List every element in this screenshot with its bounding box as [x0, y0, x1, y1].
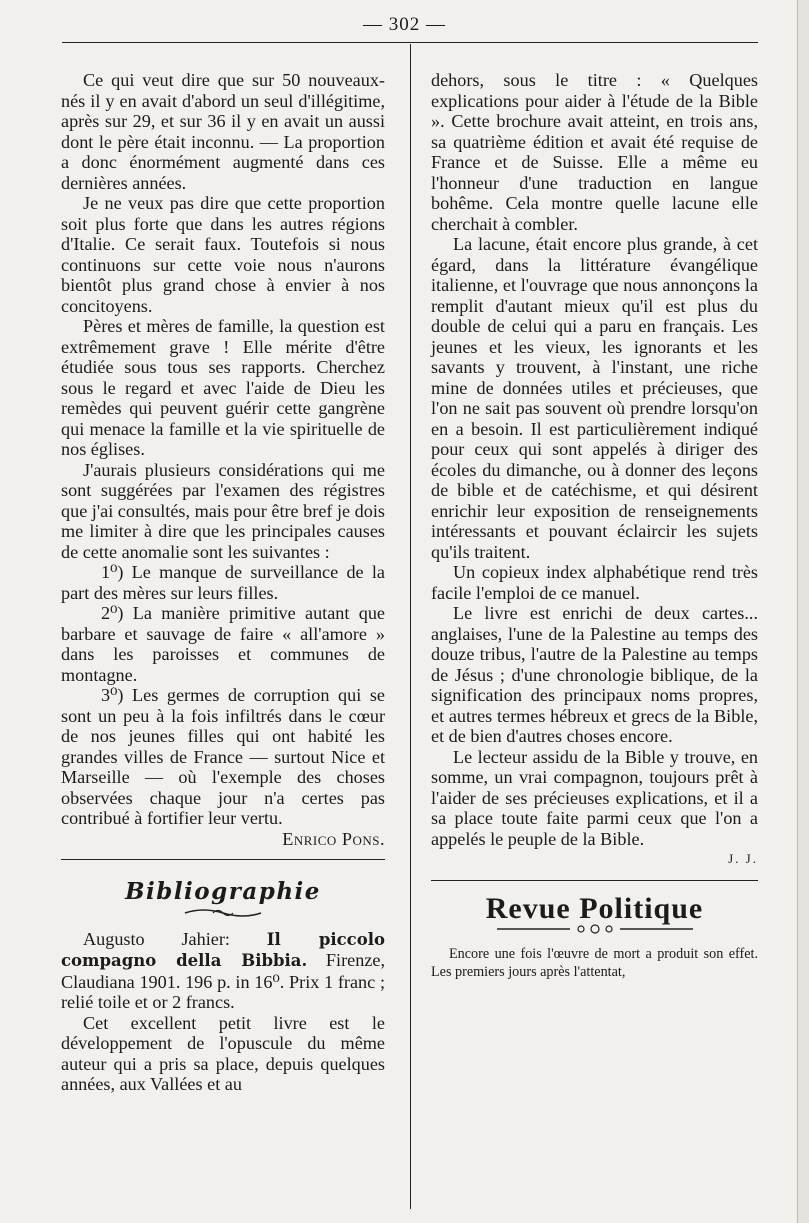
page-edge: [797, 0, 809, 1223]
section-rule: [61, 859, 385, 860]
cause-item: 3⁰) Les germes de corruption qui se sont un peu à la fois infiltrés dans le cœur de nos jeunes filles qui ont habité les grandes villes de France — surtout Nice et Marseille — où l'exemple des choses observées chaque jour n'a certes pas contribué à fortifier leur vertu.: [61, 685, 385, 828]
review-paragraph: dehors, sous le titre : « Quelques explications pour aider à l'étude de la Bible ». Cette brochure avait atteint, en trois ans, sa quatrième édition et avait été requise de France et de Suisse. Elle a même eu l'honneur d'une traduction en langue bohême. Cela montre quelle lacune elle cherchait à combler.: [431, 70, 758, 234]
right-column: [431, 70, 758, 981]
article-paragraph: J'aurais plusieurs considérations qui me sont suggérées par l'examen des régistres que j'ai consultés, mais pour être bref je dois me limiter à dire que les principales causes de cette anomalie sont les suivantes :: [61, 459, 385, 562]
column-divider: [410, 44, 411, 1209]
review-paragraph: Le livre est enrichi de deux cartes... anglaises, l'une de la Palestine au temps des douze tribus, l'autre de la Palestine au temps de Jésus ; d'une chronologie biblique, de la signification des principaux noms propres, et autres termes hébreux et grecs de la Bible, et de bien d'autres choses encore.: [431, 603, 758, 746]
left-column: [61, 70, 385, 1095]
ornament-rule: [495, 923, 695, 935]
header-rule: [62, 42, 758, 43]
book-title: Il piccolo compagno della Bibbia.: [61, 929, 385, 970]
review-paragraph: La lacune, était encore plus grande, à cet égard, dans la littérature évangélique italienne, et l'ouvrage que nous annonçons la remplit d'autant mieux qu'il est plus du double de celui qui a paru en français. Les jeunes et les vieux, les ignorants et les savants y trouvent, à l'instant, une riche mine de données utiles et précieuses, que l'on ne sait pas souvent où prendre lorsqu'on en a besoin. Il est particulièrement indiqué pour ceux qui sont appelés à diriger des écoles du dimanche, ou à donner des leçons de bible et de catéchisme, et qui désirent enrichir leur exposition de renseignements intéressants et pouvant éclaircir les sujets qu'ils traitent.: [431, 234, 758, 562]
cause-item: 2⁰) La manière primitive autant que barbare et sauvage de faire « all'amore » dans les paroisses et communes de montagne.: [61, 603, 385, 685]
book-details: Firenze, Claudiana 1901. 196 p. in 16⁰. Prix 1 franc ; relié toile et or 2 francs.: [61, 950, 385, 1012]
article-paragraph: Je ne veux pas dire que cette proportion soit plus forte que dans les autres régions d'Italie. Ce serait faux. Toutefois si nous continuons sur cette voie nous n'aurons bientôt plus grand chose à envier à nos concitoyens.: [61, 193, 385, 316]
article-paragraph: Ce qui veut dire que sur 50 nouveaux-nés il y en avait d'abord un seul d'illégitime, après sur 29, et sur 36 il y en avait un aussi dont le père était inconnu. — La proportion a donc énormément augmenté dans ces dernières années.: [61, 70, 385, 193]
revue-politique-heading: Revue Politique: [485, 891, 704, 925]
reviewer-initials: J. J.: [728, 851, 758, 866]
politique-text: [431, 945, 758, 981]
article-paragraph: Pères et mères de famille, la question est extrêmement grave ! Elle mérite d'être étudiée sous tous ses rapports. Cherchez sous le regard et avec l'aide de Dieu les remèdes qui peuvent guérir cette gangrène qui menace la famille et la vie spirituelle de nos églises.: [61, 316, 385, 459]
author-name: Enrico Pons.: [282, 828, 385, 849]
book-entry: [61, 929, 385, 1013]
section-rule: [431, 880, 758, 881]
cause-item: 1⁰) Le manque de surveillance de la part des mères sur leurs filles.: [61, 562, 385, 603]
politique-paragraph: Encore une fois l'œuvre de mort a produit son effet. Les premiers jours après l'attentat,: [431, 946, 758, 980]
book-author: Augusto Jahier:: [83, 928, 267, 949]
ornament-flourish: [183, 907, 263, 919]
review-paragraph: Un copieux index alphabétique rend très facile l'emploi de ce manuel.: [431, 562, 758, 603]
review-paragraph: Le lecteur assidu de la Bible y trouve, en somme, un vrai compagnon, toujours prêt à l'aider de ses précieuses explications, et il a sa place toute faite parmi ceux que l'on a appelés le peuple de la Bible.: [431, 746, 758, 849]
review-paragraph: Cet excellent petit livre est le développement de l'opuscule du même auteur qui a pris sa place, depuis quelques années, aux Vallées et au: [61, 1012, 385, 1094]
bibliographie-heading: Bibliographie: [125, 878, 321, 905]
author-signature: [61, 829, 385, 850]
page-number: — 302 —: [363, 14, 446, 35]
